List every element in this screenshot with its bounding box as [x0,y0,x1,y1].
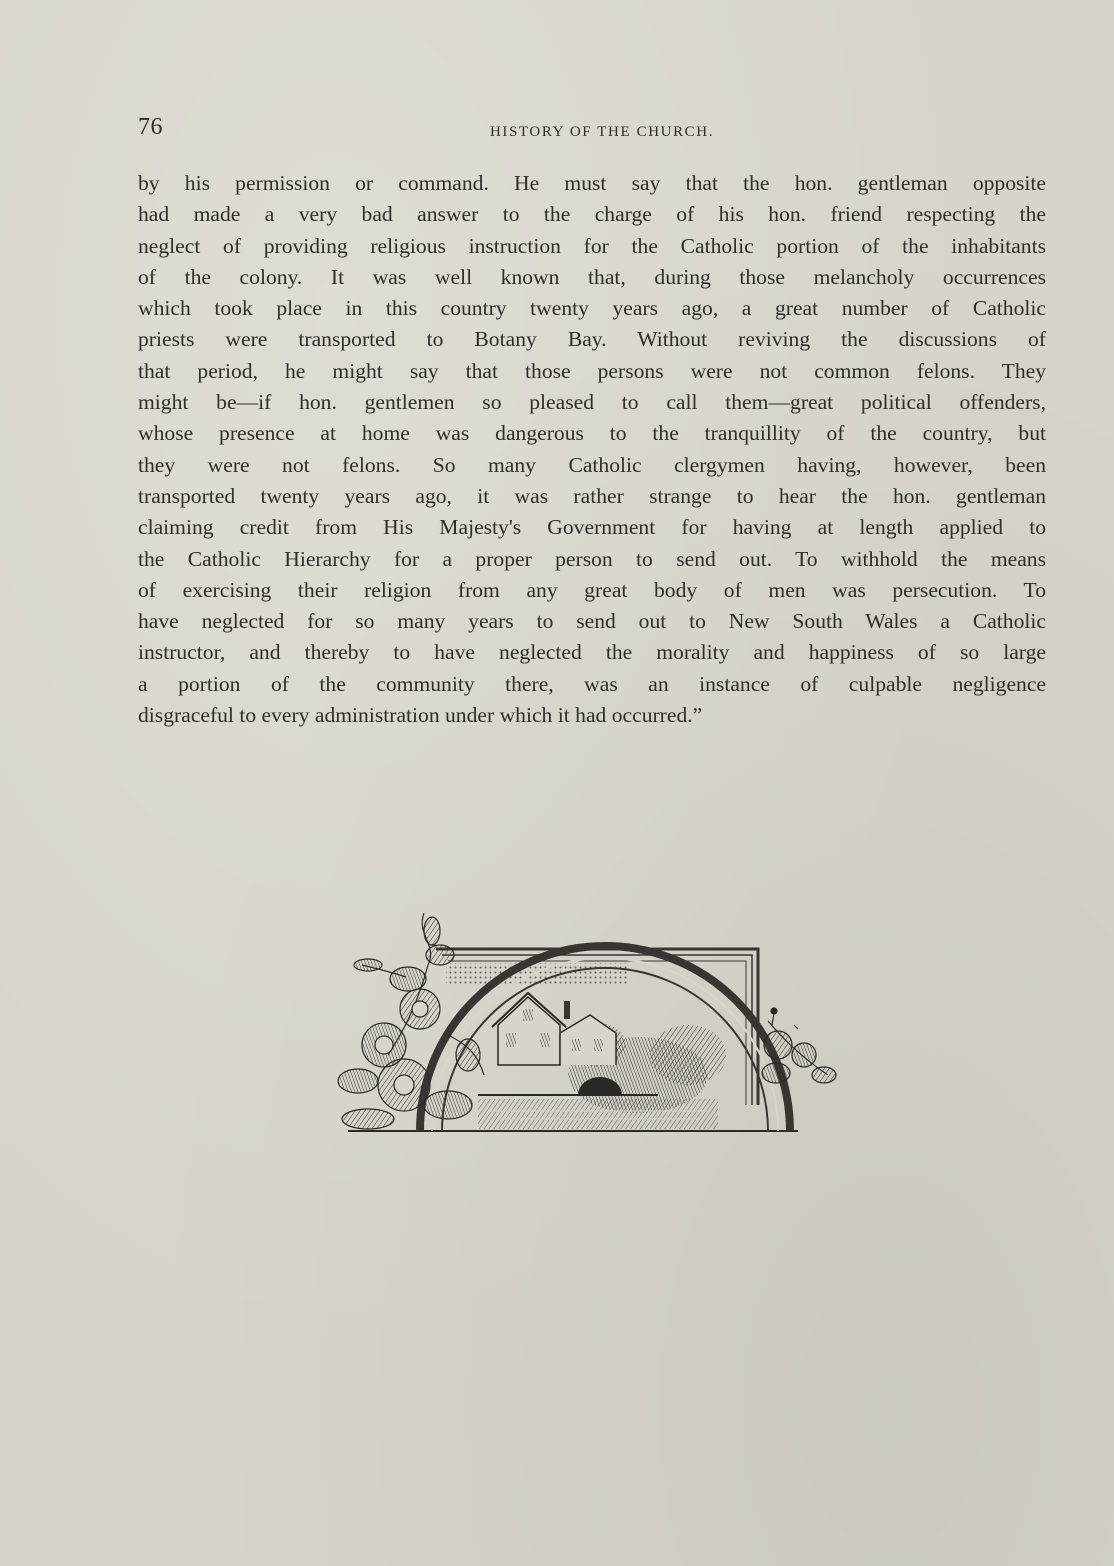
text-line: a portion of the community there, was an instance of culpable negligence [138,671,1046,696]
text-line: of the colony. It was well known that, during those melancholy occurrences [138,264,1046,289]
text-line: neglect of providing religious instruction for the Catholic portion of the inhabitants [138,233,1046,258]
text-line: might be—if hon. gentlemen so pleased to call them—great political offenders, [138,390,1046,415]
text-line: instructor, and thereby to have neglected the morality and happiness of so large [138,640,1046,665]
text-line: transported twenty years ago, it was rather strange to hear the hon. gentleman [138,483,1046,508]
page-header [138,114,1048,148]
text-line: that period, he might say that those persons were not common felons. They [138,358,1046,383]
body-paragraph [138,168,1046,731]
text-line: had made a very bad answer to the charge of his hon. friend respecting the [138,202,1046,227]
text-line: claiming credit from His Majesty's Government for having at length applied to [138,515,1046,540]
text-line: the Catholic Hierarchy for a proper person to send out. To withhold the means [138,546,1046,571]
running-title: HISTORY OF THE CHURCH. [489,124,715,140]
text-line: of exercising their religion from any great body of men was persecution. To [138,577,1046,602]
tailpiece-engraving-icon [328,905,840,1137]
text-line: have neglected for so many years to send out to New South Wales a Catholic [138,609,1046,634]
text-line: priests were transported to Botany Bay. Without reviving the discussions of [138,327,1046,352]
text-line: by his permission or command. He must say that the hon. gentleman opposite [138,171,1046,195]
text-line: disgraceful to every administration under which it had occurred.” [138,703,703,728]
text-line: they were not felons. So many Catholic clergymen having, however, been [138,452,1046,477]
page-number: 76 [138,114,163,140]
text-line: which took place in this country twenty years ago, a great number of Catholic [138,296,1046,321]
text-line: whose presence at home was dangerous to the tranquillity of the country, but [138,421,1046,446]
